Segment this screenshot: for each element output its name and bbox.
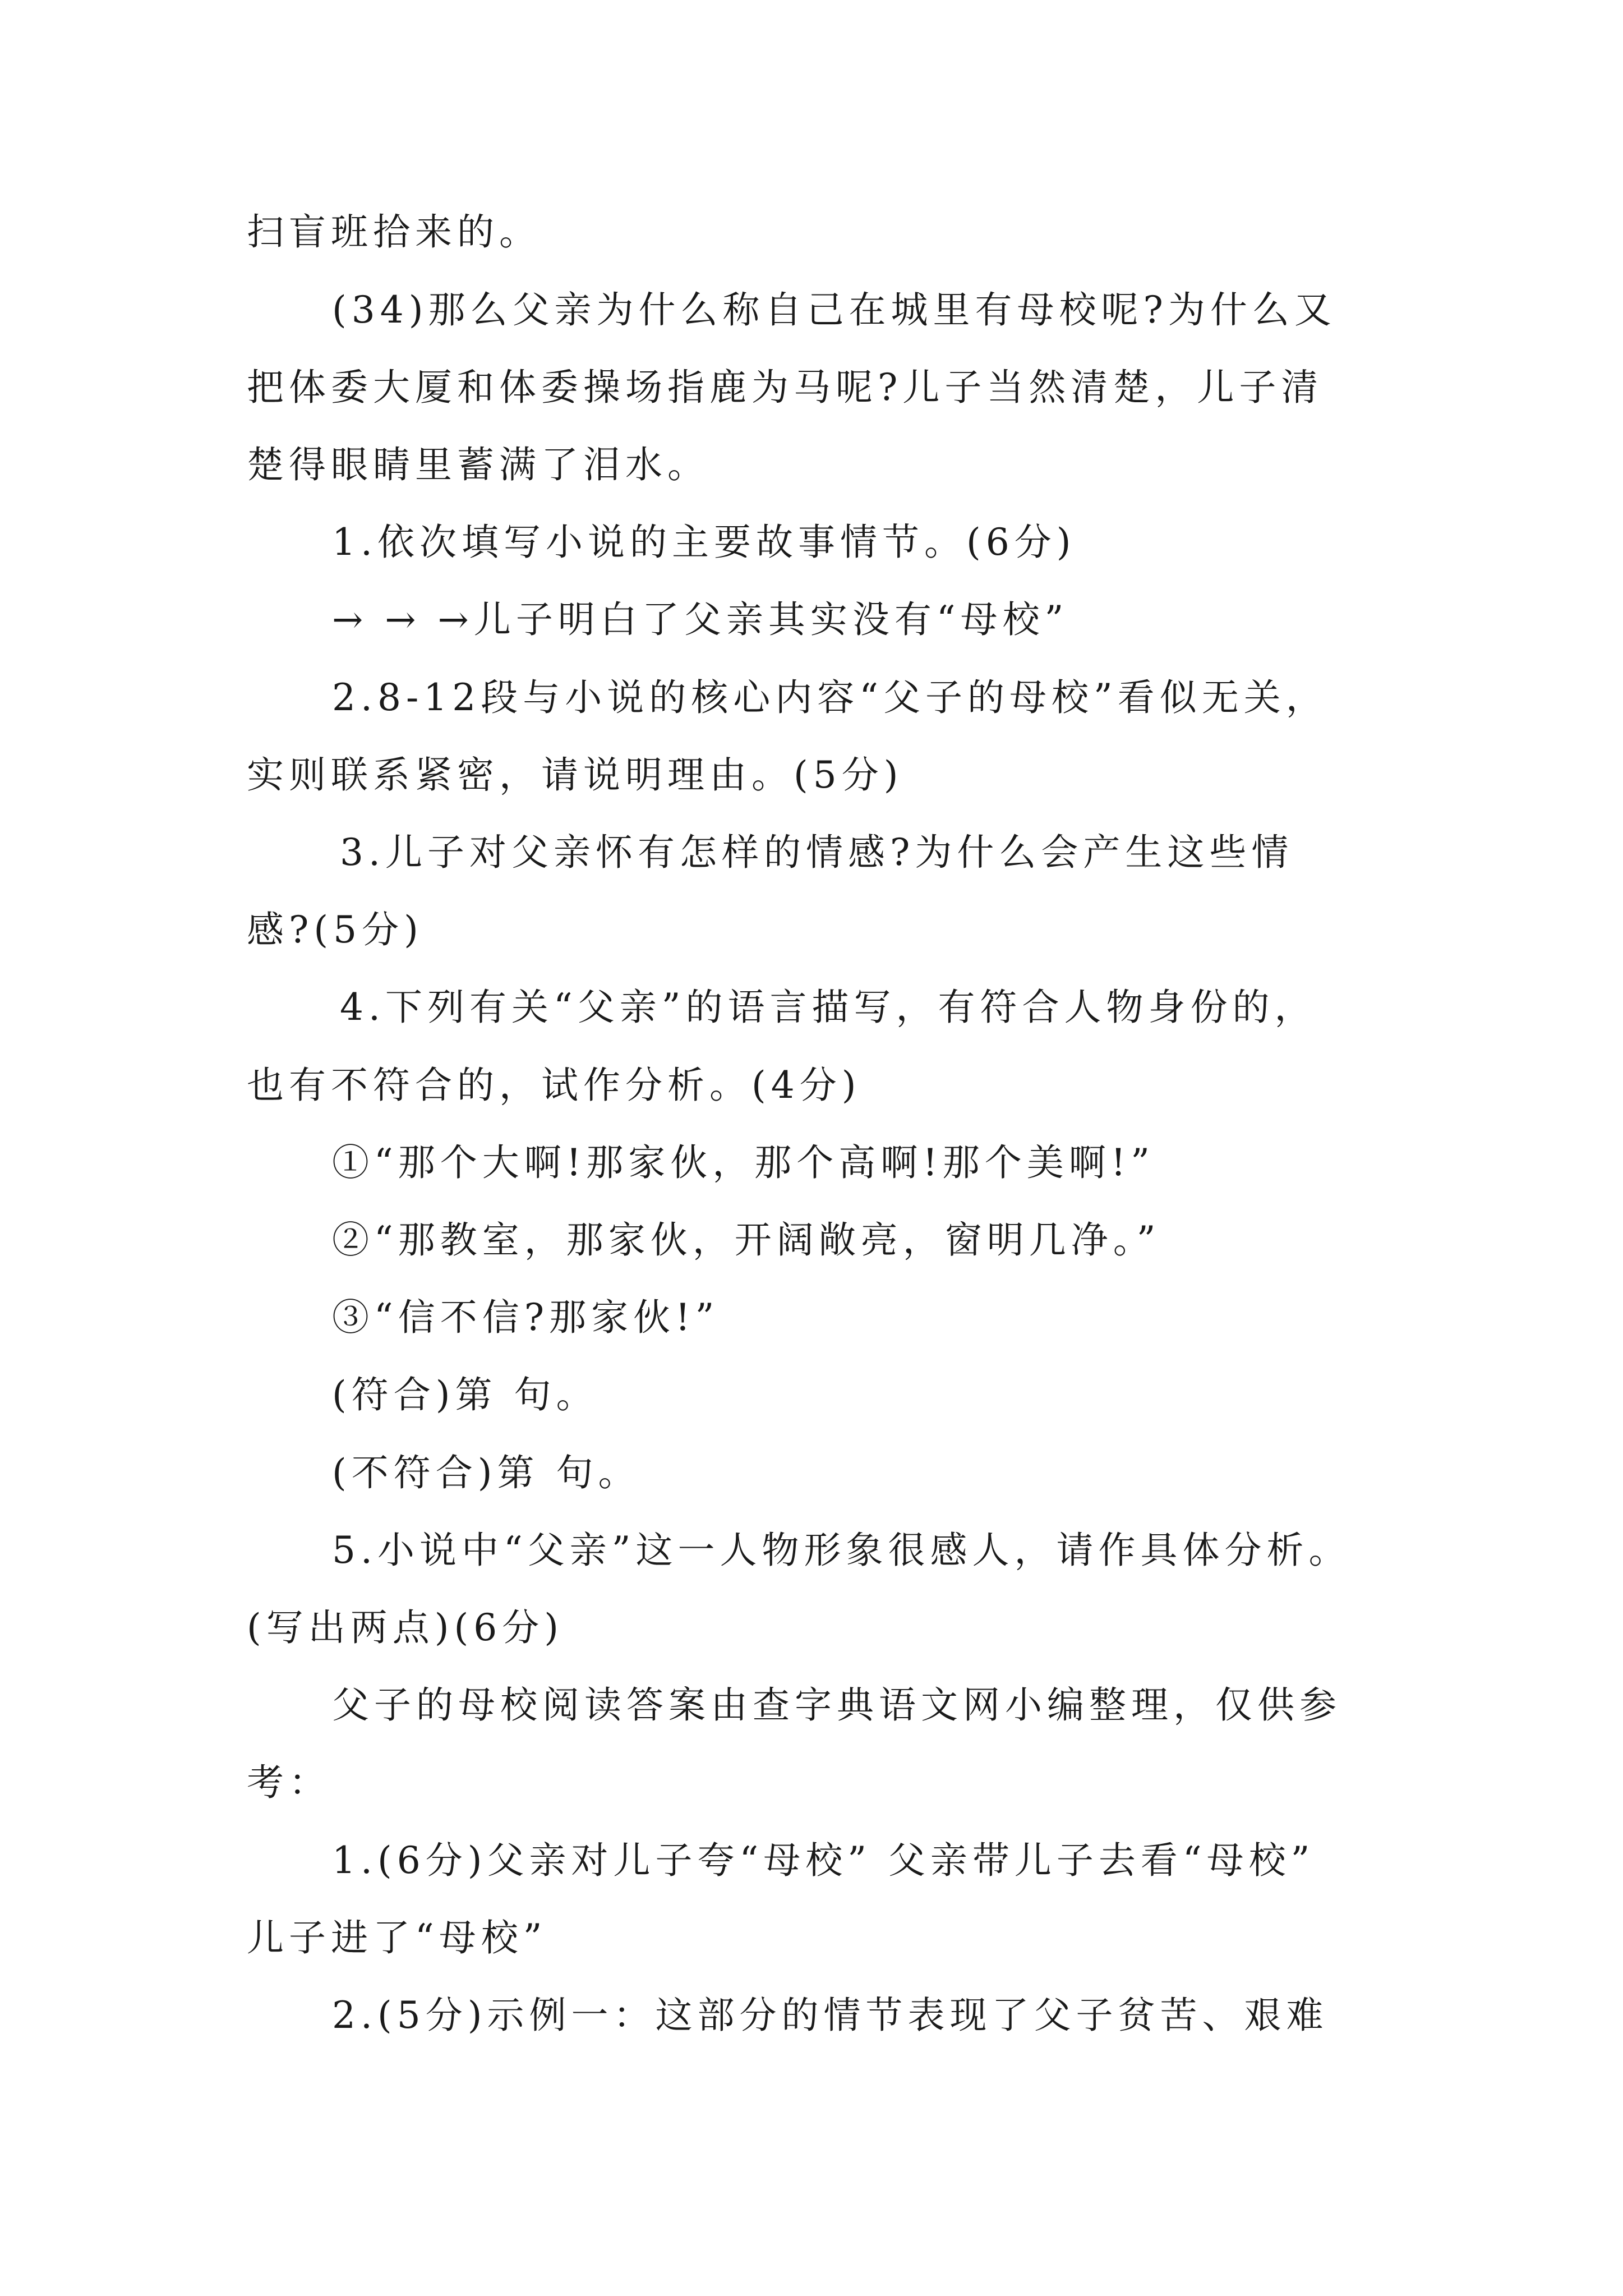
answer-1: 1.(6分)父亲对儿子夸“母校” 父亲带儿子去看“母校” bbox=[332, 1839, 1315, 1882]
question-4-cont: 也有不符合的，试作分析。(4分) bbox=[247, 1064, 861, 1107]
question-2-cont: 实则联系紧密，请说明理由。(5分) bbox=[247, 753, 903, 797]
question-1-blanks: → → →儿子明白了父亲其实没有“母校” bbox=[332, 598, 1069, 641]
quote-3: ③“信不信?那家伙!” bbox=[332, 1296, 720, 1339]
question-5-cont: (写出两点)(6分) bbox=[247, 1606, 564, 1649]
answer-intro-cont: 考： bbox=[247, 1761, 331, 1804]
text-line-3: 把体委大厦和体委操场指鹿为马呢?儿子当然清楚，儿子清 bbox=[247, 366, 1324, 409]
quote-1: ①“那个大啊!那家伙，那个高啊!那个美啊!” bbox=[332, 1141, 1155, 1184]
question-4: 4.下列有关“父亲”的语言描写，有符合人物身份的， bbox=[340, 986, 1317, 1029]
question-2: 2.8-12段与小说的核心内容“父子的母校”看似无关， bbox=[332, 676, 1328, 719]
quote-2: ②“那教室，那家伙，开阔敞亮，窗明几净。” bbox=[332, 1218, 1161, 1262]
question-3-cont: 感?(5分) bbox=[247, 908, 423, 951]
answer-unfit: (不符合)第 句。 bbox=[332, 1451, 640, 1494]
text-line-1: 扫盲班拾来的。 bbox=[247, 210, 541, 254]
answer-1-cont: 儿子进了“母校” bbox=[247, 1916, 547, 1959]
answer-intro: 父子的母校阅读答案由查字典语文网小编整理，仅供参 bbox=[332, 1683, 1341, 1727]
question-1: 1.依次填写小说的主要故事情节。(6分) bbox=[332, 521, 1076, 564]
question-3: 3.儿子对父亲怀有怎样的情感?为什么会产生这些情 bbox=[340, 831, 1294, 874]
answer-2: 2.(5分)示例一：这部分的情节表现了父子贫苦、艰难 bbox=[332, 1994, 1329, 2037]
question-5: 5.小说中“父亲”这一人物形象很感人，请作具体分析。 bbox=[332, 1529, 1351, 1572]
text-line-4: 楚得眼睛里蓄满了泪水。 bbox=[247, 443, 709, 486]
answer-fit: (符合)第 句。 bbox=[332, 1373, 598, 1416]
text-line-2: (34)那么父亲为什么称自己在城里有母校呢?为什么又 bbox=[332, 288, 1336, 332]
